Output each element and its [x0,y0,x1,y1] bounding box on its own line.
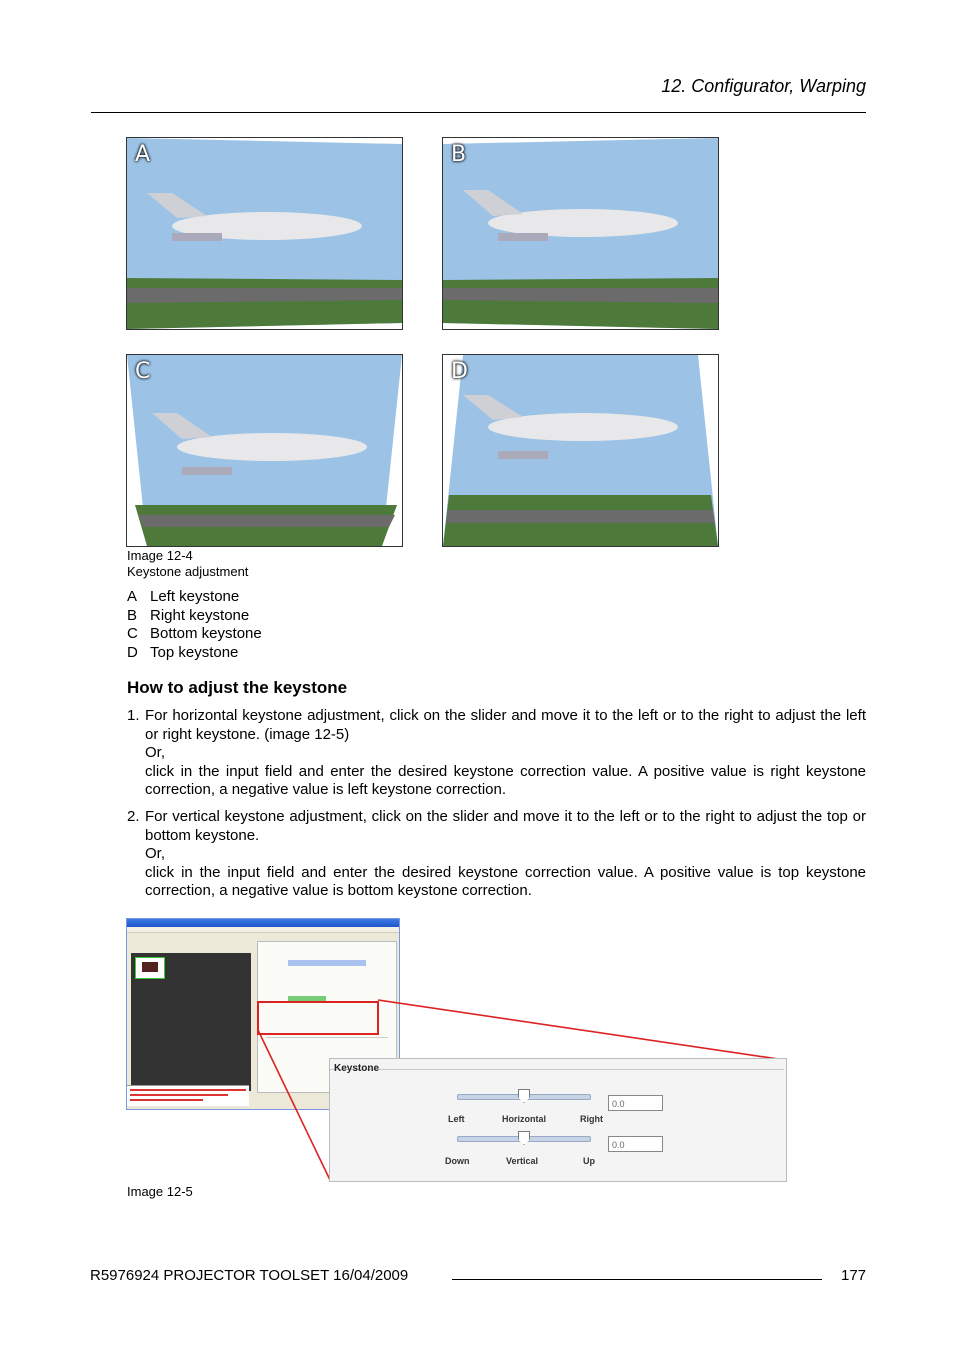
vertical-down-label: Down [445,1156,470,1166]
horizontal-left-label: Left [448,1114,465,1124]
legend-key: B [127,606,138,624]
caption-title: Keystone adjustment [127,564,249,579]
panel-letter: D [451,359,468,384]
horizontal-keystone-input[interactable]: 0.0 [608,1095,663,1111]
vertical-up-label: Up [583,1156,595,1166]
panel-letter: B [451,142,467,167]
vertical-center-label: Vertical [506,1156,539,1166]
legend-key: A [127,588,138,605]
panel-letter: C [135,359,151,384]
legend-key: D [127,643,138,661]
step-text: click in the input field and enter the desired keystone correction value. A positive value is top keystone correction, a negative value is bottom keystone correction. [145,863,866,899]
step-text: For vertical keystone adjustment, click on the slider and move it to the left or to the right to adjust the top or bottom keystone. [145,808,866,844]
horizontal-center-label: Horizontal [502,1114,546,1124]
figure-caption-2: Image 12-5 [127,1184,193,1199]
vertical-keystone-input[interactable]: 0.0 [608,1136,663,1152]
step-number: 1. [127,707,140,724]
panel-letter: A [135,142,151,167]
caption-number: Image 12-4 [127,548,193,563]
section-heading: How to adjust the keystone [127,678,348,697]
legend-text: Right keystone [150,606,250,624]
step-or: Or, [145,744,166,761]
horizontal-right-label: Right [580,1114,603,1124]
legend-text: Left keystone [150,588,240,605]
step-or: Or, [145,845,166,862]
legend-key: C [127,625,138,642]
footer-doc-info: R5976924 PROJECTOR TOOLSET 16/04/2009 [90,1267,409,1284]
legend-text: Top keystone [150,643,239,661]
step-text: click in the input field and enter the desired keystone correction value. A positive value is right keystone correction, a negative value is left keystone correction. [145,762,866,798]
page-number: 177 [841,1267,867,1284]
legend-text: Bottom keystone [150,625,262,642]
keystone-zoom-panel [329,1058,787,1182]
chapter-title: 12. Configurator, Warping [661,76,866,96]
footer-rule [452,1279,822,1280]
keystone-group [330,1069,784,1180]
step-text: For horizontal keystone adjustment, click on the slider and move it to the left or to the right to adjust the left or right keystone. (image 12-5) [145,707,866,743]
step-number: 2. [127,808,140,825]
keystone-group-title: Keystone [334,1063,380,1074]
